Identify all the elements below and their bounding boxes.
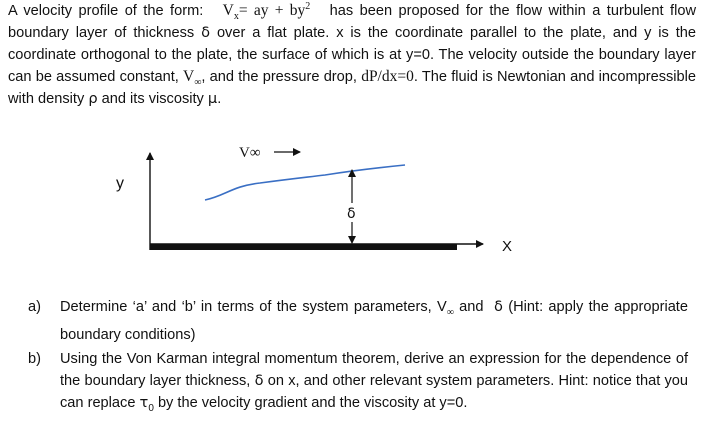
flat-plate [150,245,457,251]
question-a-text-1: Determine ‘a’ and ‘b’ in terms of the system parameters, V [60,299,447,315]
intro-text-7: . [217,91,222,107]
tau-symbol: τ [139,393,149,411]
question-a-text-3: (Hint: apply the appropriate boundary conditions) [60,299,688,343]
question-list [28,296,688,422]
question-b [28,348,688,420]
intro-text-6: and its viscosity [101,91,204,107]
delta-symbol: δ [201,24,211,41]
v-infinity-label: V∞ [239,145,261,161]
v-infinity-v: V [183,68,195,85]
question-a-marker: a) [28,299,41,315]
delta-label: δ [347,206,356,222]
question-b-text-1: Using the Von Karman integral momentum theorem, derive an expression for the dependence of the boundary layer thickness, [60,350,688,389]
intro-text-5: . The fluid is Newtonian and incompressible with density [8,69,696,107]
x-axis-label: X [502,238,513,255]
formula-x-subscript: x [233,11,239,23]
question-b-delta-symbol: δ [254,371,264,389]
intro-text-4: , and the pressure drop, [201,69,357,85]
rho-symbol: ρ [88,90,98,107]
v-infinity-subscript: ∞ [194,77,202,89]
question-b-text-2: on x, and other relevant system parameters. Hint: notice that you can replace [60,372,689,411]
question-b-text-3: by the velocity gradient and the viscosity at y=0. [157,394,468,411]
question-a-infinity-subscript: ∞ [446,306,454,318]
question-a [28,296,688,346]
question-a-text-2: and [459,299,484,315]
formula-exponent: 2 [305,0,311,12]
question-b-marker: b) [28,350,41,367]
mu-symbol: μ [207,90,218,107]
formula-v: V [222,2,234,19]
intro-text-3: over a flat plate. x is the coordinate parallel to the plate, and y is the coordinate orthogonal to the plate, the surface of which is at y=0. The velocity outside the boundary layer can be assumed constant, [8,25,697,85]
question-a-delta-symbol: δ [494,298,503,315]
intro-text-1: A velocity profile of the form: [8,3,204,19]
pressure-gradient: dP/dx=0 [361,68,414,85]
intro-text-2: has been proposed for the flow within a turbulent flow boundary layer of thickness [8,3,696,41]
y-axis-label: y [116,175,124,192]
tau-subscript: 0 [148,402,154,414]
formula-body: = ay + by [238,2,306,19]
boundary-layer-edge-curve [205,165,405,200]
